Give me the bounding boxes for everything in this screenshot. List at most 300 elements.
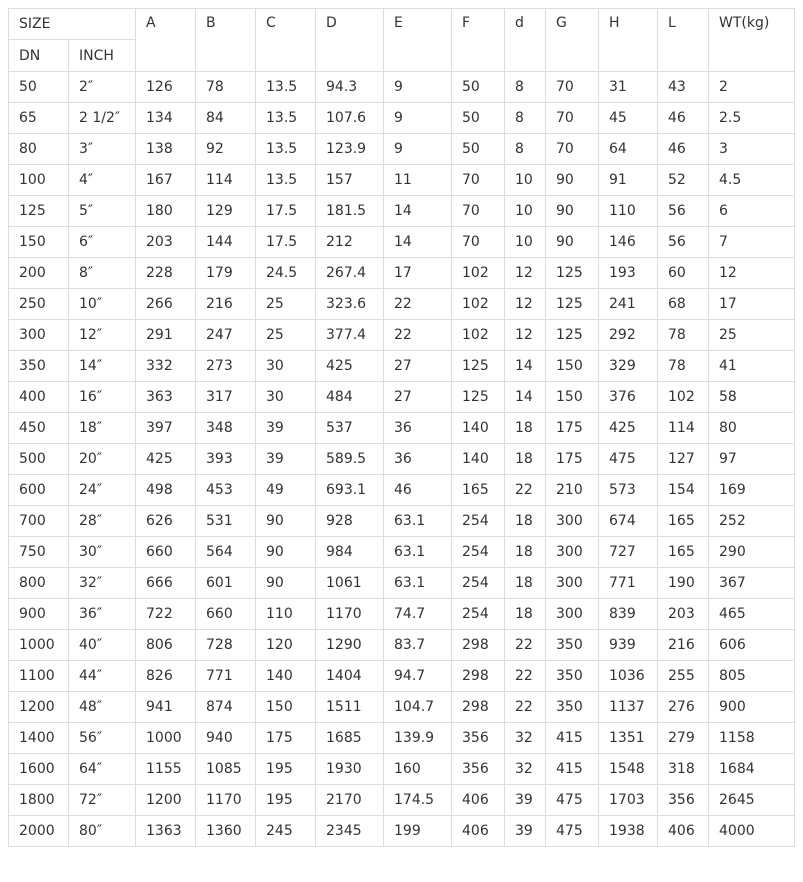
- header-col-c: C: [256, 9, 316, 72]
- table-cell: 146: [599, 227, 658, 258]
- table-cell: 91: [599, 165, 658, 196]
- table-cell: 41: [709, 351, 795, 382]
- table-cell: 56″: [69, 723, 136, 754]
- table-cell: 771: [599, 568, 658, 599]
- table-cell: 317: [196, 382, 256, 413]
- table-cell: 1170: [196, 785, 256, 816]
- table-cell: 406: [658, 816, 709, 847]
- table-cell: 900: [709, 692, 795, 723]
- table-cell: 50: [452, 103, 505, 134]
- table-cell: 9: [384, 134, 452, 165]
- table-cell: 39: [256, 444, 316, 475]
- table-cell: 140: [452, 413, 505, 444]
- table-cell: 376: [599, 382, 658, 413]
- table-cell: 12: [709, 258, 795, 289]
- table-cell: 484: [316, 382, 384, 413]
- table-cell: 22: [505, 692, 546, 723]
- table-row: [9, 816, 795, 847]
- header-col-d-small: d: [505, 9, 546, 72]
- table-cell: 18: [505, 568, 546, 599]
- table-cell: 348: [196, 413, 256, 444]
- table-cell: 728: [196, 630, 256, 661]
- table-cell: 216: [658, 630, 709, 661]
- table-cell: 14″: [69, 351, 136, 382]
- table-cell: 291: [136, 320, 196, 351]
- table-cell: 939: [599, 630, 658, 661]
- table-cell: 660: [136, 537, 196, 568]
- table-cell: 25: [256, 320, 316, 351]
- table-row: [9, 165, 795, 196]
- table-cell: 32″: [69, 568, 136, 599]
- table-cell: 367: [709, 568, 795, 599]
- table-cell: 8: [505, 134, 546, 165]
- header-size: SIZE: [9, 9, 136, 40]
- table-cell: 826: [136, 661, 196, 692]
- table-cell: 150: [256, 692, 316, 723]
- table-cell: 92: [196, 134, 256, 165]
- table-cell: 1548: [599, 754, 658, 785]
- table-cell: 90: [256, 506, 316, 537]
- table-cell: 276: [658, 692, 709, 723]
- table-cell: 839: [599, 599, 658, 630]
- table-cell: 80: [709, 413, 795, 444]
- table-cell: 114: [658, 413, 709, 444]
- table-cell: 693.1: [316, 475, 384, 506]
- table-cell: 174.5: [384, 785, 452, 816]
- table-cell: 157: [316, 165, 384, 196]
- table-cell: 254: [452, 537, 505, 568]
- table-cell: 43: [658, 72, 709, 103]
- table-cell: 356: [452, 723, 505, 754]
- table-cell: 22: [505, 661, 546, 692]
- table-cell: 78: [658, 320, 709, 351]
- table-cell: 453: [196, 475, 256, 506]
- table-cell: 4″: [69, 165, 136, 196]
- table-cell: 940: [196, 723, 256, 754]
- table-cell: 56: [658, 227, 709, 258]
- table-cell: 750: [9, 537, 69, 568]
- table-cell: 58: [709, 382, 795, 413]
- dimension-table: [8, 8, 795, 847]
- table-cell: 1511: [316, 692, 384, 723]
- table-cell: 531: [196, 506, 256, 537]
- table-cell: 14: [505, 351, 546, 382]
- table-cell: 165: [658, 506, 709, 537]
- table-cell: 500: [9, 444, 69, 475]
- table-cell: 771: [196, 661, 256, 692]
- table-cell: 13.5: [256, 103, 316, 134]
- table-cell: 90: [546, 227, 599, 258]
- table-cell: 70: [546, 103, 599, 134]
- table-cell: 2 1/2″: [69, 103, 136, 134]
- table-cell: 167: [136, 165, 196, 196]
- table-cell: 874: [196, 692, 256, 723]
- table-cell: 25: [709, 320, 795, 351]
- table-cell: 175: [546, 413, 599, 444]
- table-cell: 298: [452, 661, 505, 692]
- table-cell: 195: [256, 754, 316, 785]
- table-cell: 102: [452, 289, 505, 320]
- table-cell: 44″: [69, 661, 136, 692]
- table-cell: 63.1: [384, 506, 452, 537]
- table-cell: 1800: [9, 785, 69, 816]
- table-cell: 60: [658, 258, 709, 289]
- table-cell: 14: [505, 382, 546, 413]
- table-row: [9, 692, 795, 723]
- table-cell: 425: [136, 444, 196, 475]
- table-row: [9, 103, 795, 134]
- table-cell: 13.5: [256, 165, 316, 196]
- table-row: [9, 723, 795, 754]
- table-cell: 18: [505, 413, 546, 444]
- table-cell: 74.7: [384, 599, 452, 630]
- table-cell: 800: [9, 568, 69, 599]
- table-cell: 300: [546, 506, 599, 537]
- table-cell: 7: [709, 227, 795, 258]
- header-col-b: B: [196, 9, 256, 72]
- table-cell: 475: [599, 444, 658, 475]
- table-row: [9, 351, 795, 382]
- table-cell: 16″: [69, 382, 136, 413]
- table-cell: 31: [599, 72, 658, 103]
- table-cell: 1200: [136, 785, 196, 816]
- table-cell: 94.7: [384, 661, 452, 692]
- table-cell: 318: [658, 754, 709, 785]
- table-cell: 27: [384, 382, 452, 413]
- table-cell: 10″: [69, 289, 136, 320]
- table-cell: 13.5: [256, 72, 316, 103]
- table-cell: 10: [505, 165, 546, 196]
- table-cell: 90: [256, 537, 316, 568]
- table-cell: 2.5: [709, 103, 795, 134]
- table-cell: 80″: [69, 816, 136, 847]
- table-cell: 298: [452, 630, 505, 661]
- table-row: [9, 506, 795, 537]
- table-cell: 606: [709, 630, 795, 661]
- table-cell: 140: [452, 444, 505, 475]
- table-cell: 104.7: [384, 692, 452, 723]
- table-cell: 64: [599, 134, 658, 165]
- table-cell: 928: [316, 506, 384, 537]
- table-cell: 13.5: [256, 134, 316, 165]
- table-cell: 475: [546, 816, 599, 847]
- table-cell: 601: [196, 568, 256, 599]
- table-cell: 22: [505, 630, 546, 661]
- table-cell: 20″: [69, 444, 136, 475]
- table-cell: 78: [196, 72, 256, 103]
- table-cell: 498: [136, 475, 196, 506]
- table-row: [9, 599, 795, 630]
- table-cell: 247: [196, 320, 256, 351]
- table-cell: 17.5: [256, 227, 316, 258]
- table-cell: 134: [136, 103, 196, 134]
- table-cell: 329: [599, 351, 658, 382]
- table-cell: 1404: [316, 661, 384, 692]
- table-cell: 40″: [69, 630, 136, 661]
- header-col-h: H: [599, 9, 658, 72]
- table-cell: 356: [452, 754, 505, 785]
- table-cell: 400: [9, 382, 69, 413]
- table-cell: 425: [316, 351, 384, 382]
- table-cell: 154: [658, 475, 709, 506]
- table-cell: 36: [384, 444, 452, 475]
- table-cell: 48″: [69, 692, 136, 723]
- table-cell: 102: [452, 320, 505, 351]
- table-cell: 1351: [599, 723, 658, 754]
- table-cell: 332: [136, 351, 196, 382]
- table-cell: 18: [505, 599, 546, 630]
- table-cell: 46: [658, 134, 709, 165]
- table-cell: 2345: [316, 816, 384, 847]
- table-cell: 3: [709, 134, 795, 165]
- header-inch: INCH: [69, 40, 136, 72]
- table-cell: 200: [9, 258, 69, 289]
- table-cell: 50: [452, 134, 505, 165]
- table-cell: 722: [136, 599, 196, 630]
- table-cell: 36: [384, 413, 452, 444]
- table-cell: 123.9: [316, 134, 384, 165]
- table-cell: 350: [546, 630, 599, 661]
- table-cell: 9: [384, 103, 452, 134]
- table-cell: 2645: [709, 785, 795, 816]
- table-cell: 18: [505, 506, 546, 537]
- table-cell: 537: [316, 413, 384, 444]
- table-cell: 600: [9, 475, 69, 506]
- table-cell: 165: [452, 475, 505, 506]
- table-cell: 255: [658, 661, 709, 692]
- table-cell: 4.5: [709, 165, 795, 196]
- table-cell: 50: [9, 72, 69, 103]
- table-cell: 1600: [9, 754, 69, 785]
- table-row: [9, 258, 795, 289]
- table-cell: 805: [709, 661, 795, 692]
- table-cell: 1685: [316, 723, 384, 754]
- table-row: [9, 630, 795, 661]
- table-cell: 17.5: [256, 196, 316, 227]
- table-cell: 50: [452, 72, 505, 103]
- table-cell: 2170: [316, 785, 384, 816]
- table-cell: 2000: [9, 816, 69, 847]
- header-col-f: F: [452, 9, 505, 72]
- table-cell: 144: [196, 227, 256, 258]
- table-row: [9, 227, 795, 258]
- table-cell: 120: [256, 630, 316, 661]
- table-cell: 1085: [196, 754, 256, 785]
- table-cell: 138: [136, 134, 196, 165]
- table-cell: 1000: [9, 630, 69, 661]
- table-cell: 900: [9, 599, 69, 630]
- table-cell: 266: [136, 289, 196, 320]
- table-cell: 984: [316, 537, 384, 568]
- table-cell: 175: [546, 444, 599, 475]
- table-cell: 64″: [69, 754, 136, 785]
- table-cell: 65: [9, 103, 69, 134]
- table-cell: 114: [196, 165, 256, 196]
- table-cell: 475: [546, 785, 599, 816]
- table-cell: 216: [196, 289, 256, 320]
- table-cell: 22: [505, 475, 546, 506]
- header-col-d: D: [316, 9, 384, 72]
- table-row: [9, 72, 795, 103]
- table-cell: 12″: [69, 320, 136, 351]
- table-cell: 1400: [9, 723, 69, 754]
- table-cell: 22: [384, 320, 452, 351]
- table-body: [9, 72, 795, 847]
- table-cell: 18″: [69, 413, 136, 444]
- table-cell: 228: [136, 258, 196, 289]
- table-cell: 300: [546, 537, 599, 568]
- table-cell: 83.7: [384, 630, 452, 661]
- table-cell: 30″: [69, 537, 136, 568]
- table-row: [9, 134, 795, 165]
- table-cell: 8: [505, 72, 546, 103]
- table-cell: 100: [9, 165, 69, 196]
- table-row: [9, 320, 795, 351]
- table-cell: 63.1: [384, 568, 452, 599]
- table-cell: 1200: [9, 692, 69, 723]
- table-cell: 406: [452, 816, 505, 847]
- table-cell: 160: [384, 754, 452, 785]
- table-cell: 90: [546, 196, 599, 227]
- table-cell: 4000: [709, 816, 795, 847]
- table-cell: 1158: [709, 723, 795, 754]
- table-cell: 1938: [599, 816, 658, 847]
- header-col-weight: WT(kg): [709, 9, 795, 72]
- table-cell: 78: [658, 351, 709, 382]
- table-cell: 70: [546, 134, 599, 165]
- table-cell: 169: [709, 475, 795, 506]
- table-cell: 406: [452, 785, 505, 816]
- table-cell: 250: [9, 289, 69, 320]
- table-cell: 12: [505, 258, 546, 289]
- table-cell: 2: [709, 72, 795, 103]
- table-cell: 125: [9, 196, 69, 227]
- table-cell: 63.1: [384, 537, 452, 568]
- table-cell: 39: [505, 816, 546, 847]
- table-cell: 94.3: [316, 72, 384, 103]
- table-cell: 1155: [136, 754, 196, 785]
- table-cell: 46: [658, 103, 709, 134]
- table-cell: 323.6: [316, 289, 384, 320]
- table-cell: 10: [505, 227, 546, 258]
- table-cell: 110: [599, 196, 658, 227]
- table-cell: 11: [384, 165, 452, 196]
- table-cell: 165: [658, 537, 709, 568]
- table-row: [9, 785, 795, 816]
- table-row: [9, 475, 795, 506]
- table-cell: 203: [136, 227, 196, 258]
- table-cell: 1036: [599, 661, 658, 692]
- table-cell: 806: [136, 630, 196, 661]
- table-cell: 8: [505, 103, 546, 134]
- table-cell: 450: [9, 413, 69, 444]
- table-cell: 425: [599, 413, 658, 444]
- table-cell: 36″: [69, 599, 136, 630]
- table-cell: 126: [136, 72, 196, 103]
- table-cell: 241: [599, 289, 658, 320]
- table-cell: 12: [505, 320, 546, 351]
- header-col-l: L: [658, 9, 709, 72]
- table-cell: 18: [505, 444, 546, 475]
- table-cell: 24.5: [256, 258, 316, 289]
- table-cell: 1100: [9, 661, 69, 692]
- table-cell: 290: [709, 537, 795, 568]
- table-cell: 72″: [69, 785, 136, 816]
- table-cell: 1703: [599, 785, 658, 816]
- table-cell: 195: [256, 785, 316, 816]
- table-cell: 84: [196, 103, 256, 134]
- table-cell: 666: [136, 568, 196, 599]
- table-cell: 279: [658, 723, 709, 754]
- table-cell: 1684: [709, 754, 795, 785]
- table-cell: 350: [9, 351, 69, 382]
- table-cell: 90: [546, 165, 599, 196]
- header-col-a: A: [136, 9, 196, 72]
- table-cell: 6″: [69, 227, 136, 258]
- table-cell: 107.6: [316, 103, 384, 134]
- table-row: [9, 568, 795, 599]
- table-cell: 5″: [69, 196, 136, 227]
- table-cell: 8″: [69, 258, 136, 289]
- table-cell: 129: [196, 196, 256, 227]
- table-cell: 125: [546, 289, 599, 320]
- table-cell: 415: [546, 754, 599, 785]
- table-cell: 150: [546, 382, 599, 413]
- table-cell: 27: [384, 351, 452, 382]
- table-cell: 175: [256, 723, 316, 754]
- table-cell: 28″: [69, 506, 136, 537]
- table-cell: 25: [256, 289, 316, 320]
- table-cell: 68: [658, 289, 709, 320]
- table-cell: 70: [452, 165, 505, 196]
- table-cell: 30: [256, 382, 316, 413]
- table-cell: 1290: [316, 630, 384, 661]
- table-cell: 179: [196, 258, 256, 289]
- table-cell: 415: [546, 723, 599, 754]
- table-cell: 298: [452, 692, 505, 723]
- table-cell: 2″: [69, 72, 136, 103]
- table-row: [9, 382, 795, 413]
- table-cell: 181.5: [316, 196, 384, 227]
- table-cell: 9: [384, 72, 452, 103]
- table-cell: 245: [256, 816, 316, 847]
- table-cell: 80: [9, 134, 69, 165]
- table-cell: 150: [546, 351, 599, 382]
- table-cell: 254: [452, 568, 505, 599]
- table-cell: 1170: [316, 599, 384, 630]
- table-cell: 300: [9, 320, 69, 351]
- table-cell: 377.4: [316, 320, 384, 351]
- table-cell: 1061: [316, 568, 384, 599]
- table-cell: 254: [452, 506, 505, 537]
- table-cell: 1930: [316, 754, 384, 785]
- table-cell: 127: [658, 444, 709, 475]
- table-cell: 56: [658, 196, 709, 227]
- table-cell: 1360: [196, 816, 256, 847]
- table-cell: 14: [384, 227, 452, 258]
- table-cell: 727: [599, 537, 658, 568]
- table-cell: 24″: [69, 475, 136, 506]
- header-col-g: G: [546, 9, 599, 72]
- table-cell: 626: [136, 506, 196, 537]
- table-cell: 941: [136, 692, 196, 723]
- table-cell: 292: [599, 320, 658, 351]
- table-cell: 203: [658, 599, 709, 630]
- table-cell: 125: [546, 258, 599, 289]
- table-cell: 573: [599, 475, 658, 506]
- table-cell: 39: [256, 413, 316, 444]
- table-cell: 45: [599, 103, 658, 134]
